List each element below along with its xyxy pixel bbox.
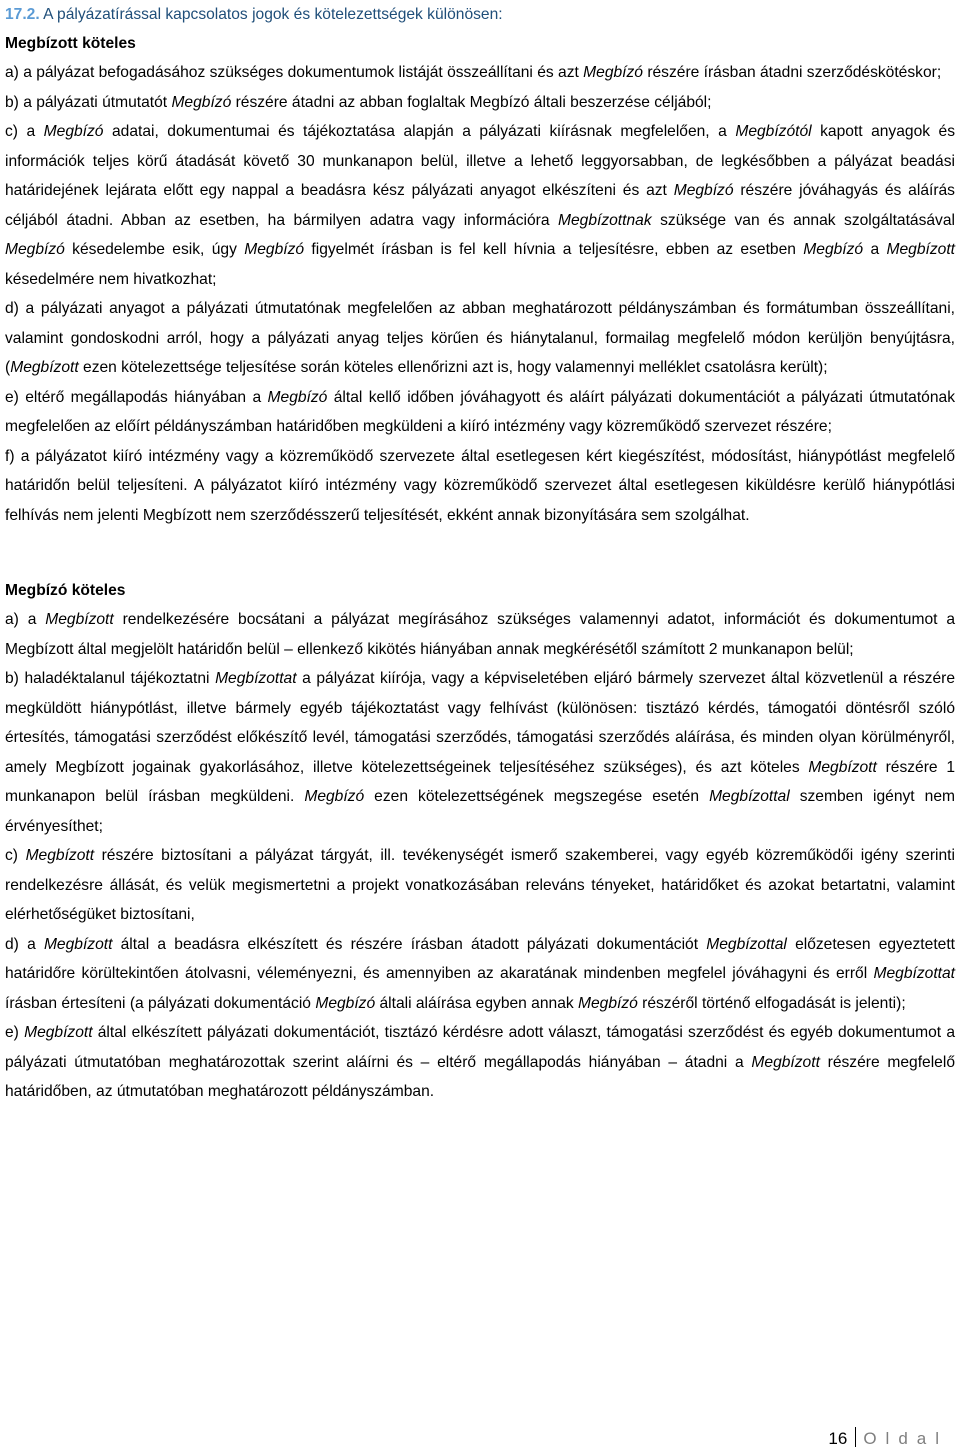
paragraph-text: e) eltérő megállapodás hiányában a: [5, 388, 268, 406]
paragraph-text: késedelembe esik, úgy: [64, 241, 245, 258]
paragraph-text: késedelmére nem hivatkozhat;: [5, 270, 217, 288]
client-obligations-title: Megbízó köteles: [5, 582, 126, 599]
party-name: Megbízott: [25, 847, 95, 864]
obligation-paragraph: [5, 117, 955, 294]
paragraph-text: részéről történő elfogadását is jelenti);: [637, 994, 906, 1012]
page-number: 16: [828, 1429, 848, 1448]
paragraph-text: által elkészített pályázati dokumentációt, tisztázó kérdésre adott választ, támogatási szerződést és egyéb dokumentumot a pályázati útmutatóban meghatározottak szerint aláírni és – eltérő megállapodás hiányában – átadni a: [5, 1024, 955, 1071]
agent-obligations-list: [5, 58, 955, 530]
party-name: Megbízótól: [735, 123, 812, 140]
party-name: Megbízó: [43, 123, 104, 140]
heading-number: 17.2.: [5, 6, 40, 23]
paragraph-text: adatai, dokumentumai és tájékoztatása alapján a pályázati kiírásnak megfelelően, a: [103, 123, 736, 140]
paragraph-text: részére jóváhagyás és aláírás céljából átadni. Abban az esetben, ha bármilyen adatra vagy információra: [5, 182, 955, 229]
client-obligations-list: [5, 605, 955, 1107]
paragraph-text: szüksége van és annak szolgáltatásával: [651, 211, 955, 229]
party-name: Megbízottal: [709, 788, 790, 805]
party-name: Megbízottat: [873, 965, 955, 982]
party-name: Megbízottat: [215, 670, 297, 687]
heading-text: A pályázatírással kapcsolatos jogok és kötelezettségek különösen:: [43, 6, 503, 23]
obligation-paragraph: [5, 294, 955, 383]
paragraph-text: részére átadni az abban foglaltak Megbízó általi beszerzése céljából;: [231, 93, 712, 111]
paragraph-text: ezen kötelezettségének megszegése esetén: [364, 788, 710, 805]
paragraph-text: szemben igényt nem érvényesíthet;: [5, 788, 955, 835]
party-name: Megbízó: [244, 241, 305, 258]
paragraph-text: a) a: [5, 611, 46, 628]
document-page: [5, 0, 955, 1107]
page-word: Oldal: [863, 1429, 948, 1448]
obligation-paragraph: [5, 930, 955, 1019]
party-name: Megbízott: [24, 1024, 93, 1041]
party-name: Megbízottal: [706, 935, 787, 953]
paragraph-text: e): [5, 1024, 25, 1041]
section-gap: [5, 530, 955, 576]
party-name: Megbízó: [803, 241, 864, 258]
paragraph-text: kapott anyagok és információk teljes körű átadását követő 30 munkanapon belül, illetve a lehető leggyorsabban, de legkésőbben a pályázat beadási határidejének lejárata előtt egy nappal a beadásra kész pályázati anyagot elkészíteni és azt: [5, 123, 956, 199]
section-heading: [5, 0, 955, 29]
party-name: Megbízó: [304, 788, 365, 805]
party-name: Megbízó: [267, 388, 328, 406]
paragraph-text: részére biztosítani a pályázat tárgyát, ill. tevékenységét ismerő szakemberei, vagy egyéb közreműködői igény szerinti rendelkezésre állását, és velük megismertetni a projekt vonatkozásában releváns tényeket, határidőket és azokat betartatni, valamint elérhetőségüket biztosítani,: [5, 847, 955, 923]
obligation-paragraph: [5, 605, 955, 664]
paragraph-text: előzetesen egyeztetett határidőre körültekintően átolvasni, véleményezni, és amennyiben az akaratának mindenben megfelel jóváhagyni és erről: [5, 935, 955, 982]
obligation-paragraph: [5, 1018, 955, 1107]
party-name: Megbízott: [45, 611, 114, 628]
paragraph-text: részére megfelelő határidőben, az útmutatóban meghatározott példányszámban.: [5, 1053, 955, 1100]
paragraph-text: a pályázat kiírója, vagy a képviseletében eljáró bármely szervezet által közvetlenül a részére megküldött hiánypótlást, illetve bármely egyéb tájékoztatást vagy felhívást (különösen: tisztázó kérdés, támogatói döntésről szóló értesítés, támogatási szerződést előkészítő levél, támogatási szerződés, támogatási szerződés aláírása, és minden olyan körülményről, amely Megbízott jogainak gyakorlásához, illetve kötelezettségeinek teljesítéséhez szükséges), és azt köteles: [5, 670, 955, 776]
party-name: Megbízott: [10, 359, 79, 376]
paragraph-text: c) a: [5, 123, 44, 140]
party-name: Megbízott: [808, 758, 877, 776]
party-name: Megbízottnak: [558, 211, 652, 229]
paragraph-text: d) a pályázati anyagot a pályázati útmutatónak megfelelően az abban meghatározott példányszámban és formátumban összeállítani, valamint gondoskodni arról, hogy a pályázati anyag teljes körűen és hiánytalanul, formailag megfelelő módon kerüljön benyújtásra, (: [5, 300, 955, 376]
paragraph-text: c): [5, 847, 26, 864]
obligation-paragraph: [5, 88, 955, 118]
paragraph-text: részére írásban átadni szerződéskötéskor;: [642, 64, 942, 81]
party-name: Megbízó: [5, 241, 65, 258]
party-name: Megbízó: [673, 182, 734, 199]
paragraph-text: írásban értesíteni (a pályázati dokumentáció: [5, 994, 316, 1012]
paragraph-text: általi aláírása egyben annak: [375, 994, 578, 1012]
paragraph-text: b) haladéktalanul tájékoztatni: [5, 670, 216, 687]
party-name: Megbízó: [315, 994, 376, 1012]
obligation-paragraph: [5, 58, 955, 88]
obligation-paragraph: [5, 442, 955, 531]
obligation-paragraph: [5, 383, 955, 442]
paragraph-text: a) a pályázat befogadásához szükséges dokumentumok listáját összeállítani és azt: [5, 64, 584, 81]
paragraph-text: által a beadásra elkészített és részére írásban átadott pályázati dokumentációt: [112, 935, 707, 953]
party-name: Megbízó: [171, 93, 232, 111]
footer-divider: [855, 1427, 856, 1447]
party-name: Megbízó: [578, 994, 638, 1012]
party-name: Megbízó: [583, 64, 643, 81]
paragraph-text: f) a pályázatot kiíró intézmény vagy a közreműködő szervezete által esetlegesen kért kiegészítést, módosítást, hiánypótlást megfelelő határidőn belül teljesíteni. A pályázatot kiíró intézmény vagy közreműködő szervezet által esetlegesen kiküldésre kerülő hiánypótlási felhívás nem jelenti Megbízott nem szerződésszerű teljesítését, ekként annak bizonyítására sem szolgálhat.: [5, 447, 955, 524]
paragraph-text: részére 1 munkanapon belül írásban megküldeni.: [5, 758, 955, 805]
party-name: Megbízott: [43, 935, 113, 953]
party-name: Megbízott: [886, 241, 955, 258]
page-footer: [828, 1427, 948, 1451]
paragraph-text: figyelmét írásban is fel kell hívnia a teljesítésre, ebben az esetben: [304, 241, 804, 258]
paragraph-text: rendelkezésére bocsátani a pályázat megírásához szükséges valamennyi adatot, információt és dokumentumot a Megbízott által megjelölt határidőn belül – ellenkező kikötés hiányában annak megkérésétől számított 2 munkanapon belül;: [5, 611, 955, 658]
paragraph-text: b) a pályázati útmutatót: [5, 93, 172, 111]
paragraph-text: a: [863, 241, 887, 258]
agent-obligations-title: Megbízott köteles: [5, 35, 136, 52]
obligation-paragraph: [5, 841, 955, 930]
obligation-paragraph: [5, 664, 955, 841]
party-name: Megbízott: [751, 1053, 820, 1071]
paragraph-text: ezen kötelezettsége teljesítése során köteles ellenőrizni azt is, hogy valamennyi melléklet csatolásra került);: [78, 359, 828, 376]
paragraph-text: által kellő időben jóváhagyott és aláírt pályázati dokumentációt a pályázati útmutatónak megfelelően az előírt példányszámban határidőben megküldeni a kiíró intézmény vagy közreműködő szervezet részére;: [5, 388, 955, 435]
paragraph-text: d) a: [5, 935, 44, 953]
